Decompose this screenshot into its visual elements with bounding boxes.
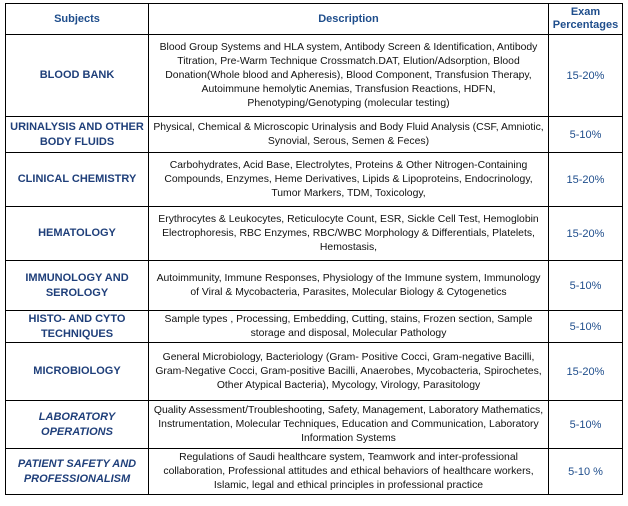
table-row	[6, 449, 623, 495]
table-row	[6, 343, 623, 401]
exam-content-table	[5, 3, 623, 495]
table-row	[6, 261, 623, 311]
table-row	[6, 153, 623, 207]
description-cell: Carbohydrates, Acid Base, Electrolytes, Proteins & Other Nitrogen-Containing Compounds, Enzymes, Heme Derivatives, Lipids & Lipoproteins, Endocrinology, Tumor Markers, TDM, Toxicology,	[149, 153, 549, 207]
subject-cell: PATIENT SAFETY AND PROFESSIONALISM	[6, 449, 149, 495]
table-row	[6, 117, 623, 153]
description-cell: Physical, Chemical & Microscopic Urinalysis and Body Fluid Analysis (CSF, Amniotic, Synovial, Serous, Semen & Feces)	[149, 117, 549, 153]
percentage-cell: 15-20%	[549, 207, 623, 261]
subject-cell: IMMUNOLOGY AND SEROLOGY	[6, 261, 149, 311]
percentage-cell: 5-10%	[549, 311, 623, 343]
subject-cell: MICROBIOLOGY	[6, 343, 149, 401]
subject-cell: CLINICAL CHEMISTRY	[6, 153, 149, 207]
table-row	[6, 401, 623, 449]
subject-cell: BLOOD BANK	[6, 35, 149, 117]
subject-cell: HISTO- AND CYTO TECHNIQUES	[6, 311, 149, 343]
percentage-cell: 15-20%	[549, 343, 623, 401]
subject-cell: HEMATOLOGY	[6, 207, 149, 261]
table-row	[6, 311, 623, 343]
percentage-cell: 5-10%	[549, 261, 623, 311]
description-cell: General Microbiology, Bacteriology (Gram- Positive Cocci, Gram-negative Bacilli, Gram-Negative Cocci, Gram-positive Bacilli, Anaerobes, Mycobacteria, Spirochetes, Other Atypical Bacteria), Mycology, Virology, Parasitology	[149, 343, 549, 401]
header-exam-percentages: Exam Percentages	[549, 4, 623, 35]
header-subjects: Subjects	[6, 4, 149, 35]
description-cell: Blood Group Systems and HLA system, Antibody Screen & Identification, Antibody Titration, Pre-Warm Technique Crossmatch.DAT, Elution/Adsorption, Blood Donation(Whole blood and Apheresis), Blood Component, Transfusion Therapy, Autoimmune hemolytic Anemias, Transfusion Reactions, HDFN, Phenotyping/Genotyping (molecular testing)	[149, 35, 549, 117]
percentage-cell: 5-10 %	[549, 449, 623, 495]
subject-cell: URINALYSIS AND OTHER BODY FLUIDS	[6, 117, 149, 153]
table-row	[6, 35, 623, 117]
table-row	[6, 207, 623, 261]
percentage-cell: 5-10%	[549, 117, 623, 153]
description-cell: Erythrocytes & Leukocytes, Reticulocyte Count, ESR, Sickle Cell Test, Hemoglobin Electrophoresis, RBC Enzymes, RBC/WBC Morphology & Differentials, Platelets, Hemostasis,	[149, 207, 549, 261]
description-cell: Autoimmunity, Immune Responses, Physiology of the Immune system, Immunology of Viral & Mycobacteria, Parasites, Molecular Biology & Cytogenetics	[149, 261, 549, 311]
percentage-cell: 15-20%	[549, 35, 623, 117]
description-cell: Sample types , Processing, Embedding, Cutting, stains, Frozen section, Sample storage and disposal, Molecular Pathology	[149, 311, 549, 343]
subject-cell: LABORATORY OPERATIONS	[6, 401, 149, 449]
table-header-row	[6, 4, 623, 35]
percentage-cell: 5-10%	[549, 401, 623, 449]
description-cell: Quality Assessment/Troubleshooting, Safety, Management, Laboratory Mathematics, Instrumentation, Molecular Techniques, Education and Communication, Laboratory Information Systems	[149, 401, 549, 449]
header-description: Description	[149, 4, 549, 35]
description-cell: Regulations of Saudi healthcare system, Teamwork and inter-professional collaboration, Professional attitudes and ethical behaviors of healthcare workers, Islamic, legal and ethical principles in professional practice	[149, 449, 549, 495]
percentage-cell: 15-20%	[549, 153, 623, 207]
